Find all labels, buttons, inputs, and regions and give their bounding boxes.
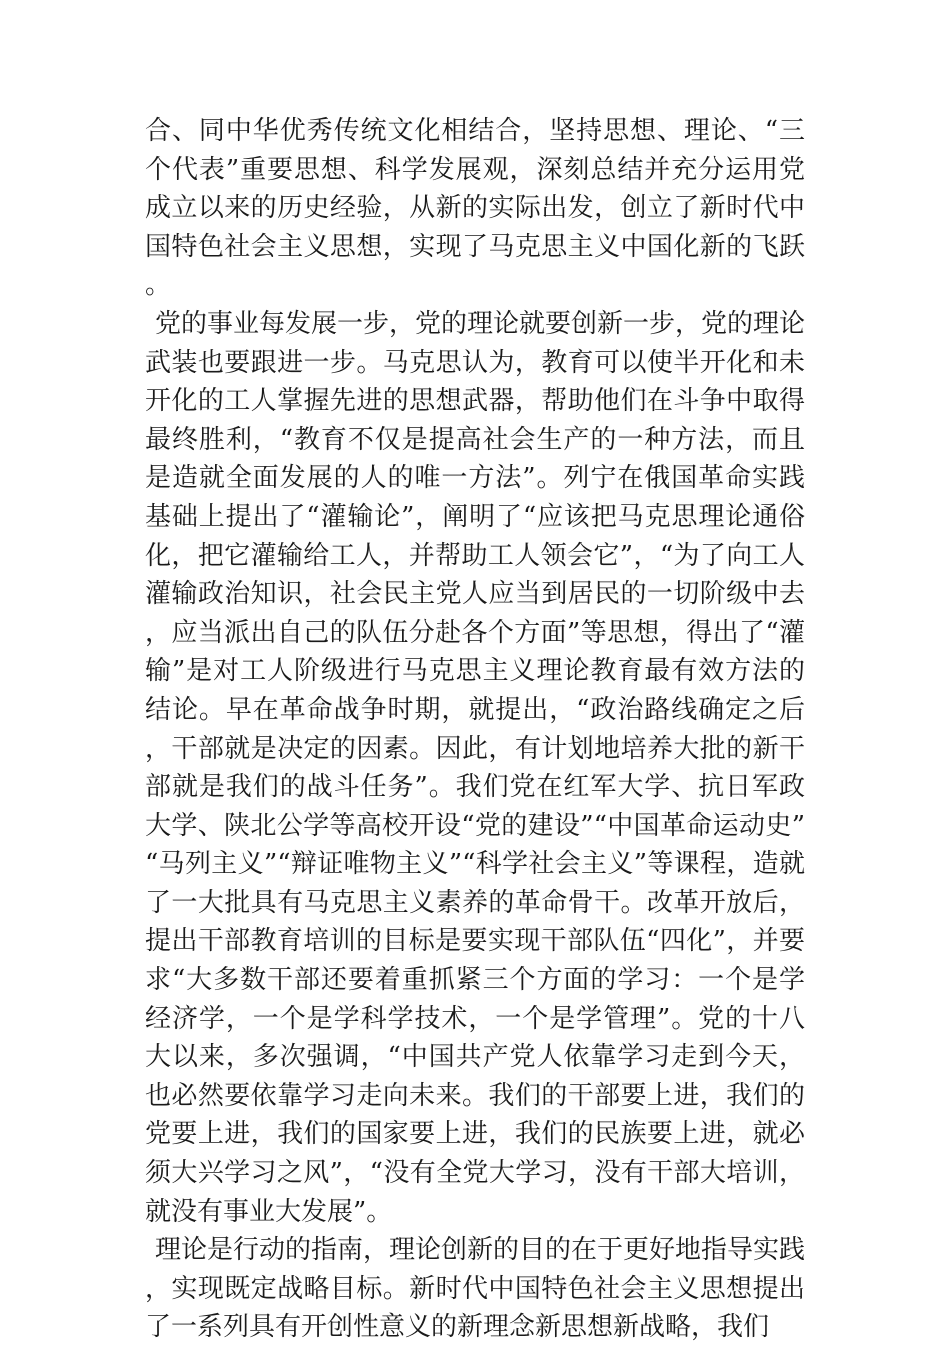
paragraph-party-theory-education: 党的事业每发展一步，党的理论就要创新一步，党的理论武装也要跟进一步。马克思认为，教育可以使半开化和未开化的工人掌握先进的思想武器，帮助他们在斗争中取得最终胜利，“教育不仅是提高社会生产的一种方法，而且是造就全面发展的人的唯一方法”。列宁在俄国革命实践基础上提出了“灌输论”，阐明了“应该把马克思理论通俗化，把它灌输给工人，并帮助工人领会它”，“为了向工人灌输政治知识，社会民主党人应当到居民的一切阶级中去，应当派出自己的队伍分赴各个方面”等思想，得出了“灌输”是对工人阶级进行马克思主义理论教育最有效方法的结论。早在革命战争时期，就提出，“政治路线确定之后，干部就是决定的因素。因此，有计划地培养大批的新干部就是我们的战斗任务”。我们党在红军大学、抗日军政大学、陕北公学等高校开设“党的建设”“中国革命运动史”“马列主义”“辩证唯物主义”“科学社会主义”等课程，造就了一大批具有马克思主义素养的革命骨干。改革开放后，提出干部教育培训的目标是要实现干部队伍“四化”，并要求“大多数干部还要着重抓紧三个方面的学习：一个是学经济学，一个是学科学技术，一个是学管理”。党的十八大以来，多次强调，“中国共产党人依靠学习走到今天，也必然要依靠学习走向未来。我们的干部要上进，我们的党要上进，我们的国家要上进，我们的民族要上进，就必须大兴学习之风”，“没有全党大学习，没有干部大培训，就没有事业大发展”。 — [145, 308, 806, 1227]
document-body — [145, 112, 805, 1347]
paragraph-theory-guides-action: 理论是行动的指南，理论创新的目的在于更好地指导实践，实现既定战略目标。新时代中国特色社会主义思想提出了一系列具有开创性意义的新理念新思想新战略，我们 — [145, 1235, 806, 1343]
paragraph-continuation: 合、同中华优秀传统文化相结合，坚持思想、理论、“三个代表”重要思想、科学发展观，深刻总结并充分运用党成立以来的历史经验，从新的实际出发，创立了新时代中国特色社会主义思想，实现了马克思主义中国化新的飞跃。 — [145, 116, 805, 301]
